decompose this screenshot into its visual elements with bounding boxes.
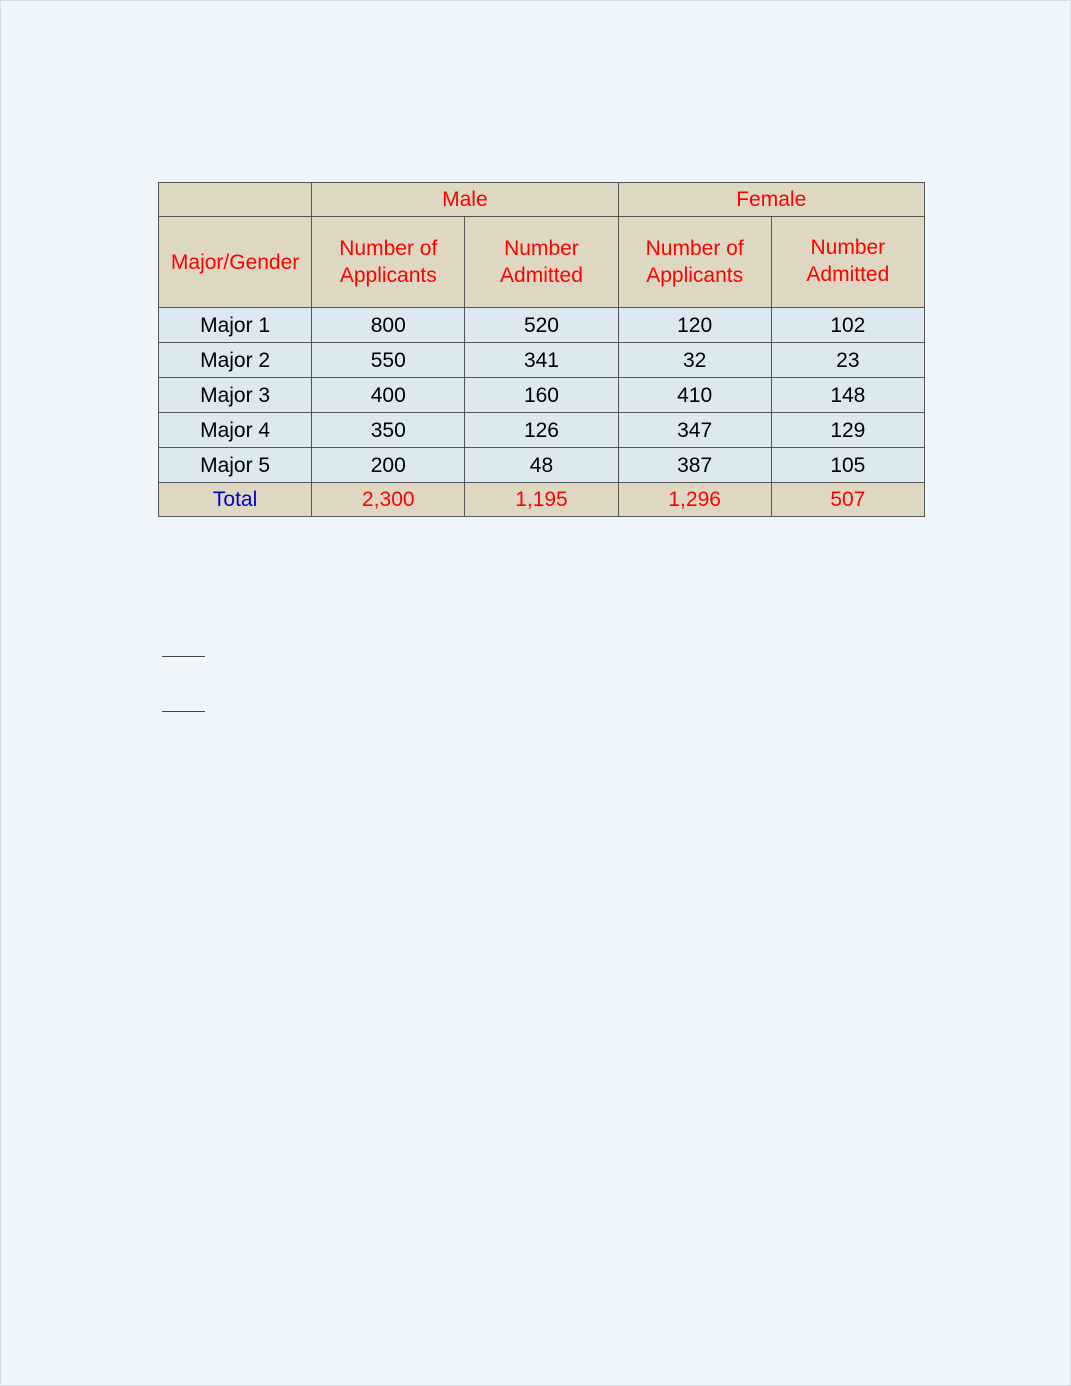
table-row	[159, 413, 925, 448]
male-admitted-header: Number Admitted	[465, 217, 618, 308]
answer-blank-line	[162, 656, 205, 657]
admissions-table	[158, 182, 925, 517]
female-admitted-cell: 102	[771, 308, 924, 343]
table-row	[159, 448, 925, 483]
male-applicants-cell: 550	[312, 343, 465, 378]
female-admitted-cell: 148	[771, 378, 924, 413]
male-header: Male	[312, 183, 618, 217]
female-header: Female	[618, 183, 924, 217]
male-applicants-total: 2,300	[312, 483, 465, 517]
female-applicants-cell: 347	[618, 413, 771, 448]
female-admitted-total: 507	[771, 483, 924, 517]
table-row	[159, 378, 925, 413]
female-admitted-header: Number Admitted	[771, 217, 924, 308]
male-applicants-cell: 400	[312, 378, 465, 413]
answer-blank-line	[162, 711, 205, 712]
male-admitted-cell: 520	[465, 308, 618, 343]
major-cell: Major 5	[159, 448, 312, 483]
major-cell: Major 3	[159, 378, 312, 413]
male-admitted-cell: 160	[465, 378, 618, 413]
female-applicants-cell: 32	[618, 343, 771, 378]
female-applicants-header: Number of Applicants	[618, 217, 771, 308]
total-row	[159, 483, 925, 517]
table-row	[159, 343, 925, 378]
female-applicants-cell: 120	[618, 308, 771, 343]
female-admitted-cell: 23	[771, 343, 924, 378]
male-admitted-cell: 48	[465, 448, 618, 483]
major-cell: Major 4	[159, 413, 312, 448]
female-admitted-cell: 129	[771, 413, 924, 448]
male-admitted-total: 1,195	[465, 483, 618, 517]
male-applicants-header: Number of Applicants	[312, 217, 465, 308]
table-row	[159, 308, 925, 343]
major-cell: Major 1	[159, 308, 312, 343]
female-applicants-total: 1,296	[618, 483, 771, 517]
major-cell: Major 2	[159, 343, 312, 378]
total-label: Total	[159, 483, 312, 517]
male-admitted-cell: 126	[465, 413, 618, 448]
male-admitted-cell: 341	[465, 343, 618, 378]
male-applicants-cell: 800	[312, 308, 465, 343]
sub-header-row	[159, 217, 925, 308]
major-gender-header: Major/Gender	[159, 217, 312, 308]
corner-empty-cell	[159, 183, 312, 217]
gender-header-row	[159, 183, 925, 217]
male-applicants-cell: 200	[312, 448, 465, 483]
female-applicants-cell: 387	[618, 448, 771, 483]
female-admitted-cell: 105	[771, 448, 924, 483]
male-applicants-cell: 350	[312, 413, 465, 448]
female-applicants-cell: 410	[618, 378, 771, 413]
